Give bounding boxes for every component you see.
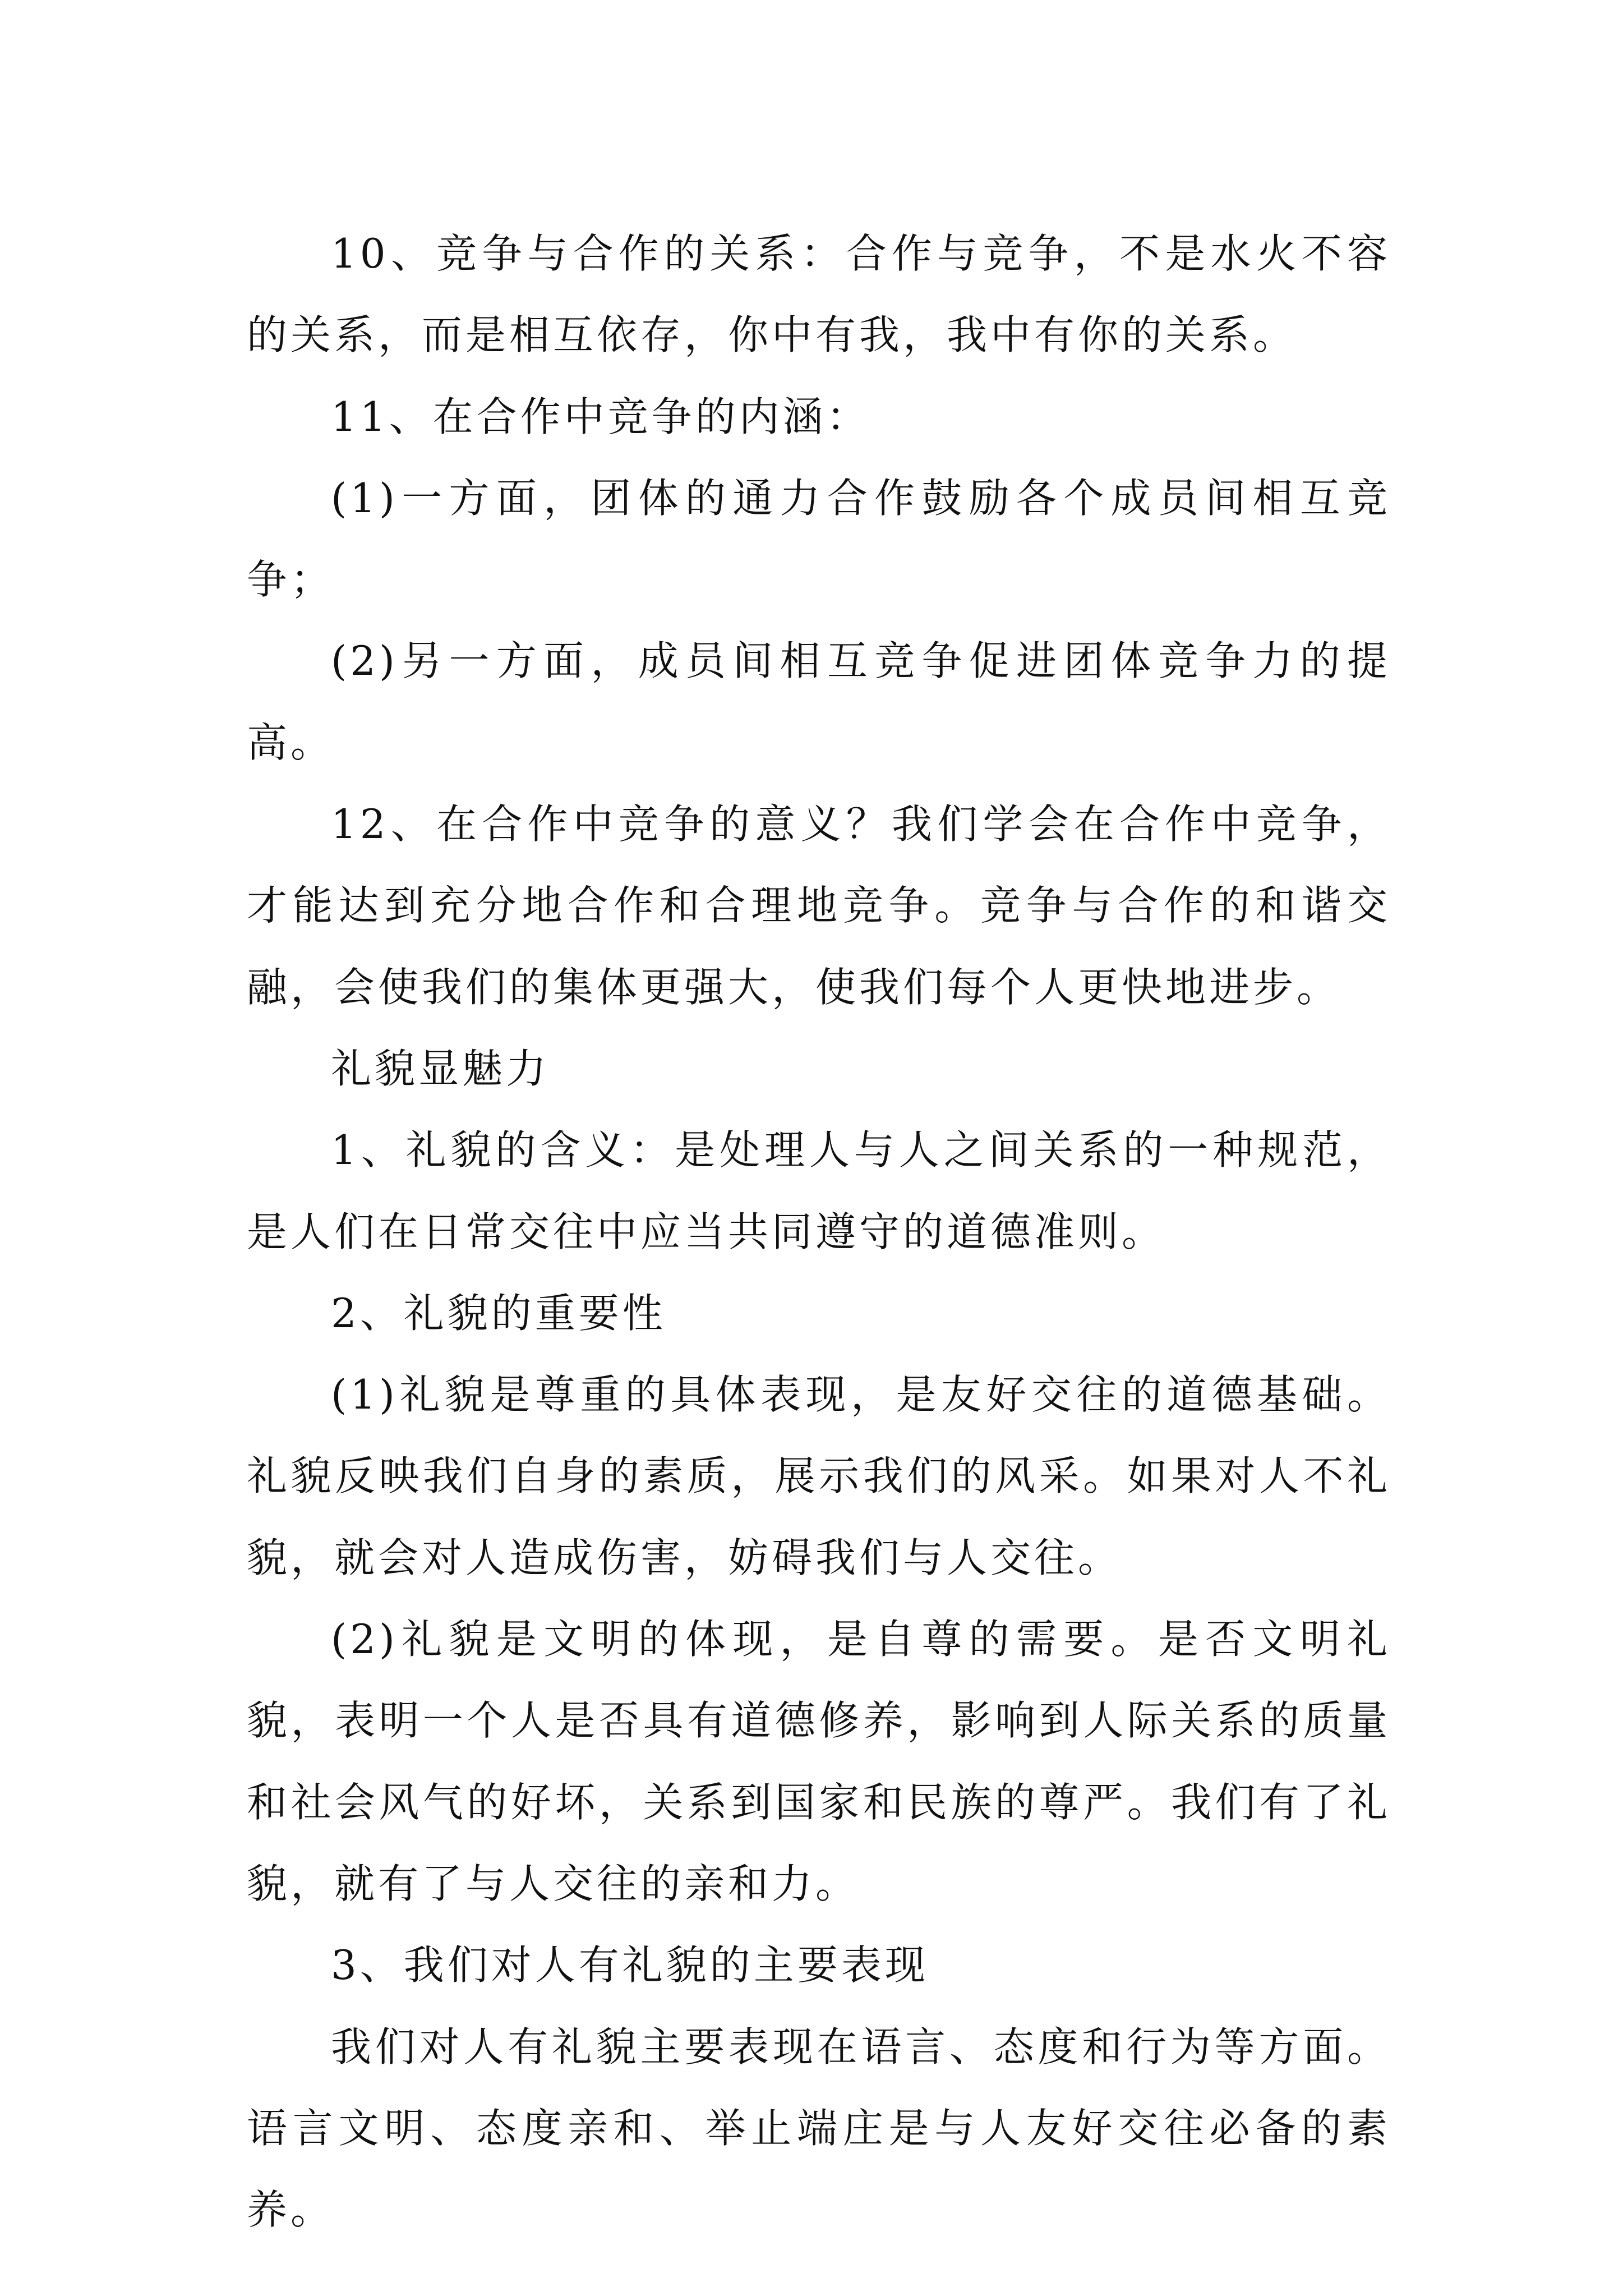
paragraph-politeness-importance-heading: 2、礼貌的重要性 bbox=[331, 1289, 666, 1337]
paragraph-politeness-definition: 1、礼貌的含义：是处理人与人之间关系的一种规范，是人们在日常交往中应当共同遵守的道德准则。 bbox=[247, 1126, 1391, 1255]
section-heading-politeness: 礼貌显魅力 bbox=[331, 1045, 550, 1092]
paragraph-competition-significance: 12、在合作中竞争的意义？我们学会在合作中竞争，才能达到充分地合作和合理地竞争。竞争与合作的和谐交融，会使我们的集体更强大，使我们每个人更快地进步。 bbox=[247, 800, 1391, 1011]
paragraph-politeness-civility: (2)礼貌是文明的体现，是自尊的需要。是否文明礼貌，表明一个人是否具有道德修养，影响到人际关系的质量和社会风气的好坏，关系到国家和民族的尊严。我们有了礼貌，就有了与人交往的亲和力。 bbox=[247, 1616, 1391, 1907]
document-body bbox=[247, 213, 1391, 2251]
paragraph-point-2: (2)另一方面，成员间相互竞争促进团体竞争力的提高。 bbox=[247, 637, 1391, 766]
paragraph-point-1: (1)一方面，团体的通力合作鼓励各个成员间相互竞争； bbox=[247, 474, 1391, 604]
paragraph-politeness-respect: (1)礼貌是尊重的具体表现，是友好交往的道德基础。礼貌反映我们自身的素质，展示我们的风采。如果对人不礼貌，就会对人造成伤害，妨碍我们与人交往。 bbox=[247, 1371, 1391, 1581]
paragraph-politeness-expressions-heading: 3、我们对人有礼貌的主要表现 bbox=[331, 1941, 929, 1989]
paragraph-competition-cooperation-relation: 10、竞争与合作的关系：合作与竞争，不是水火不容的关系，而是相互依存，你中有我，我中有你的关系。 bbox=[247, 230, 1391, 359]
paragraph-competition-in-cooperation-meaning-heading: 11、在合作中竞争的内涵： bbox=[331, 393, 870, 440]
paragraph-politeness-expressions: 我们对人有礼貌主要表现在语言、态度和行为等方面。语言文明、态度亲和、举止端庄是与人友好交往必备的素养。 bbox=[247, 2023, 1391, 2234]
